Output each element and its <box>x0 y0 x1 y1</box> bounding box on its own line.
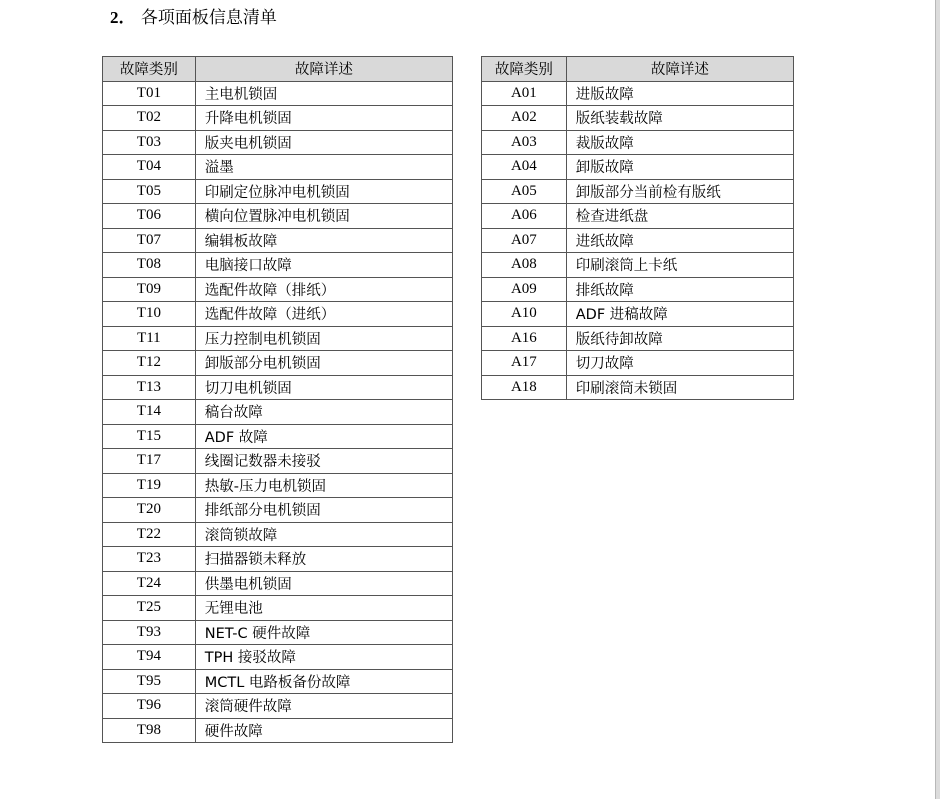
fault-code-cell: T15 <box>103 424 196 449</box>
fault-description-cell: 印刷滚筒上卡纸 <box>566 253 793 278</box>
fault-description-cell: 升降电机锁固 <box>195 106 452 131</box>
fault-description-cell: 滚筒锁故障 <box>195 522 452 547</box>
fault-table-t-codes <box>102 56 453 743</box>
fault-description-cell: 印刷滚筒未锁固 <box>566 375 793 400</box>
table-row <box>103 400 453 425</box>
fault-code-cell: A03 <box>482 130 567 155</box>
fault-code-cell: T09 <box>103 277 196 302</box>
fault-description-cell: NET-C 硬件故障 <box>195 620 452 645</box>
fault-description-cell: MCTL 电路板备份故障 <box>195 669 452 694</box>
header-fault-category: 故障类别 <box>103 57 196 82</box>
table-row <box>103 473 453 498</box>
fault-code-cell: T01 <box>103 81 196 106</box>
table-row <box>482 106 794 131</box>
table-row <box>482 302 794 327</box>
fault-code-cell: T93 <box>103 620 196 645</box>
table-row <box>103 253 453 278</box>
fault-code-cell: A18 <box>482 375 567 400</box>
fault-code-cell: T17 <box>103 449 196 474</box>
table-row <box>482 204 794 229</box>
page-edge-shadow <box>936 0 940 799</box>
fault-code-cell: A07 <box>482 228 567 253</box>
table-row <box>482 326 794 351</box>
fault-description-cell: 排纸部分电机锁固 <box>195 498 452 523</box>
table-row <box>103 596 453 621</box>
fault-description-cell: 线圈记数器未接驳 <box>195 449 452 474</box>
fault-code-cell: T20 <box>103 498 196 523</box>
table-row <box>103 424 453 449</box>
fault-table-a-codes <box>481 56 794 400</box>
fault-code-cell: A05 <box>482 179 567 204</box>
fault-code-cell: T19 <box>103 473 196 498</box>
fault-code-cell: A09 <box>482 277 567 302</box>
fault-description-cell: 电脑接口故障 <box>195 253 452 278</box>
table-row <box>103 277 453 302</box>
fault-code-cell: T22 <box>103 522 196 547</box>
fault-code-cell: T23 <box>103 547 196 572</box>
table-row <box>103 694 453 719</box>
fault-description-cell: 滚筒硬件故障 <box>195 694 452 719</box>
table-row <box>103 81 453 106</box>
fault-code-cell: T08 <box>103 253 196 278</box>
fault-code-cell: T95 <box>103 669 196 694</box>
table-header-row <box>103 57 453 82</box>
fault-code-cell: T07 <box>103 228 196 253</box>
table-row <box>103 326 453 351</box>
table-row <box>482 81 794 106</box>
fault-description-cell: 切刀故障 <box>566 351 793 376</box>
table-row <box>482 155 794 180</box>
fault-code-cell: T04 <box>103 155 196 180</box>
fault-code-cell: A04 <box>482 155 567 180</box>
fault-description-cell: 压力控制电机锁固 <box>195 326 452 351</box>
fault-description-cell: 检查进纸盘 <box>566 204 793 229</box>
table-row <box>482 375 794 400</box>
header-fault-description: 故障详述 <box>195 57 452 82</box>
fault-code-cell: T10 <box>103 302 196 327</box>
fault-description-cell: 裁版故障 <box>566 130 793 155</box>
table-row <box>103 375 453 400</box>
table-row <box>103 498 453 523</box>
fault-description-cell: 选配件故障（排纸） <box>195 277 452 302</box>
table-row <box>103 179 453 204</box>
table-header-row <box>482 57 794 82</box>
table-row <box>482 277 794 302</box>
fault-description-cell: 卸版部分当前检有版纸 <box>566 179 793 204</box>
fault-description-cell: 供墨电机锁固 <box>195 571 452 596</box>
fault-description-cell: 版夹电机锁固 <box>195 130 452 155</box>
fault-description-cell: 卸版故障 <box>566 155 793 180</box>
fault-description-cell: 扫描器锁未释放 <box>195 547 452 572</box>
table-row <box>103 130 453 155</box>
fault-code-cell: T25 <box>103 596 196 621</box>
fault-code-cell: T13 <box>103 375 196 400</box>
table-row <box>103 571 453 596</box>
table-row <box>482 179 794 204</box>
fault-code-cell: A16 <box>482 326 567 351</box>
fault-description-cell: 版纸待卸故障 <box>566 326 793 351</box>
table-row <box>482 253 794 278</box>
fault-description-cell: 卸版部分电机锁固 <box>195 351 452 376</box>
fault-description-cell: 编辑板故障 <box>195 228 452 253</box>
fault-code-cell: T96 <box>103 694 196 719</box>
fault-description-cell: 硬件故障 <box>195 718 452 743</box>
fault-code-cell: T12 <box>103 351 196 376</box>
fault-code-cell: T98 <box>103 718 196 743</box>
fault-description-cell: 切刀电机锁固 <box>195 375 452 400</box>
section-number: 2． <box>110 8 136 27</box>
header-fault-category: 故障类别 <box>482 57 567 82</box>
fault-code-cell: T14 <box>103 400 196 425</box>
table-row <box>103 522 453 547</box>
fault-code-cell: A06 <box>482 204 567 229</box>
fault-code-cell: A17 <box>482 351 567 376</box>
fault-code-cell: T03 <box>103 130 196 155</box>
fault-description-cell: 进版故障 <box>566 81 793 106</box>
fault-code-cell: T94 <box>103 645 196 670</box>
table-row <box>103 449 453 474</box>
table-row <box>103 204 453 229</box>
fault-code-cell: T06 <box>103 204 196 229</box>
fault-description-cell: 进纸故障 <box>566 228 793 253</box>
fault-description-cell: 稿台故障 <box>195 400 452 425</box>
fault-code-cell: T24 <box>103 571 196 596</box>
table-row <box>103 669 453 694</box>
fault-description-cell: 横向位置脉冲电机锁固 <box>195 204 452 229</box>
table-row <box>482 130 794 155</box>
fault-description-cell: 主电机锁固 <box>195 81 452 106</box>
fault-code-cell: A01 <box>482 81 567 106</box>
table-row <box>103 155 453 180</box>
fault-description-cell: TPH 接驳故障 <box>195 645 452 670</box>
fault-description-cell: 选配件故障（进纸） <box>195 302 452 327</box>
table-row <box>103 351 453 376</box>
table-row <box>103 718 453 743</box>
fault-description-cell: 印刷定位脉冲电机锁固 <box>195 179 452 204</box>
fault-description-cell: ADF 进稿故障 <box>566 302 793 327</box>
fault-description-cell: 版纸装载故障 <box>566 106 793 131</box>
table-row <box>482 351 794 376</box>
section-title: 各项面板信息清单 <box>140 8 277 28</box>
header-fault-description: 故障详述 <box>566 57 793 82</box>
section-heading <box>110 7 277 29</box>
fault-code-cell: T05 <box>103 179 196 204</box>
fault-code-cell: A02 <box>482 106 567 131</box>
fault-description-cell: 无锂电池 <box>195 596 452 621</box>
table-row <box>103 302 453 327</box>
table-row <box>103 228 453 253</box>
table-row <box>103 645 453 670</box>
fault-description-cell: ADF 故障 <box>195 424 452 449</box>
fault-description-cell: 热敏-压力电机锁固 <box>195 473 452 498</box>
table-row <box>103 106 453 131</box>
fault-code-cell: A08 <box>482 253 567 278</box>
fault-code-cell: T02 <box>103 106 196 131</box>
table-row <box>103 620 453 645</box>
fault-description-cell: 排纸故障 <box>566 277 793 302</box>
table-row <box>482 228 794 253</box>
fault-description-cell: 溢墨 <box>195 155 452 180</box>
table-row <box>103 547 453 572</box>
fault-code-cell: T11 <box>103 326 196 351</box>
fault-code-cell: A10 <box>482 302 567 327</box>
